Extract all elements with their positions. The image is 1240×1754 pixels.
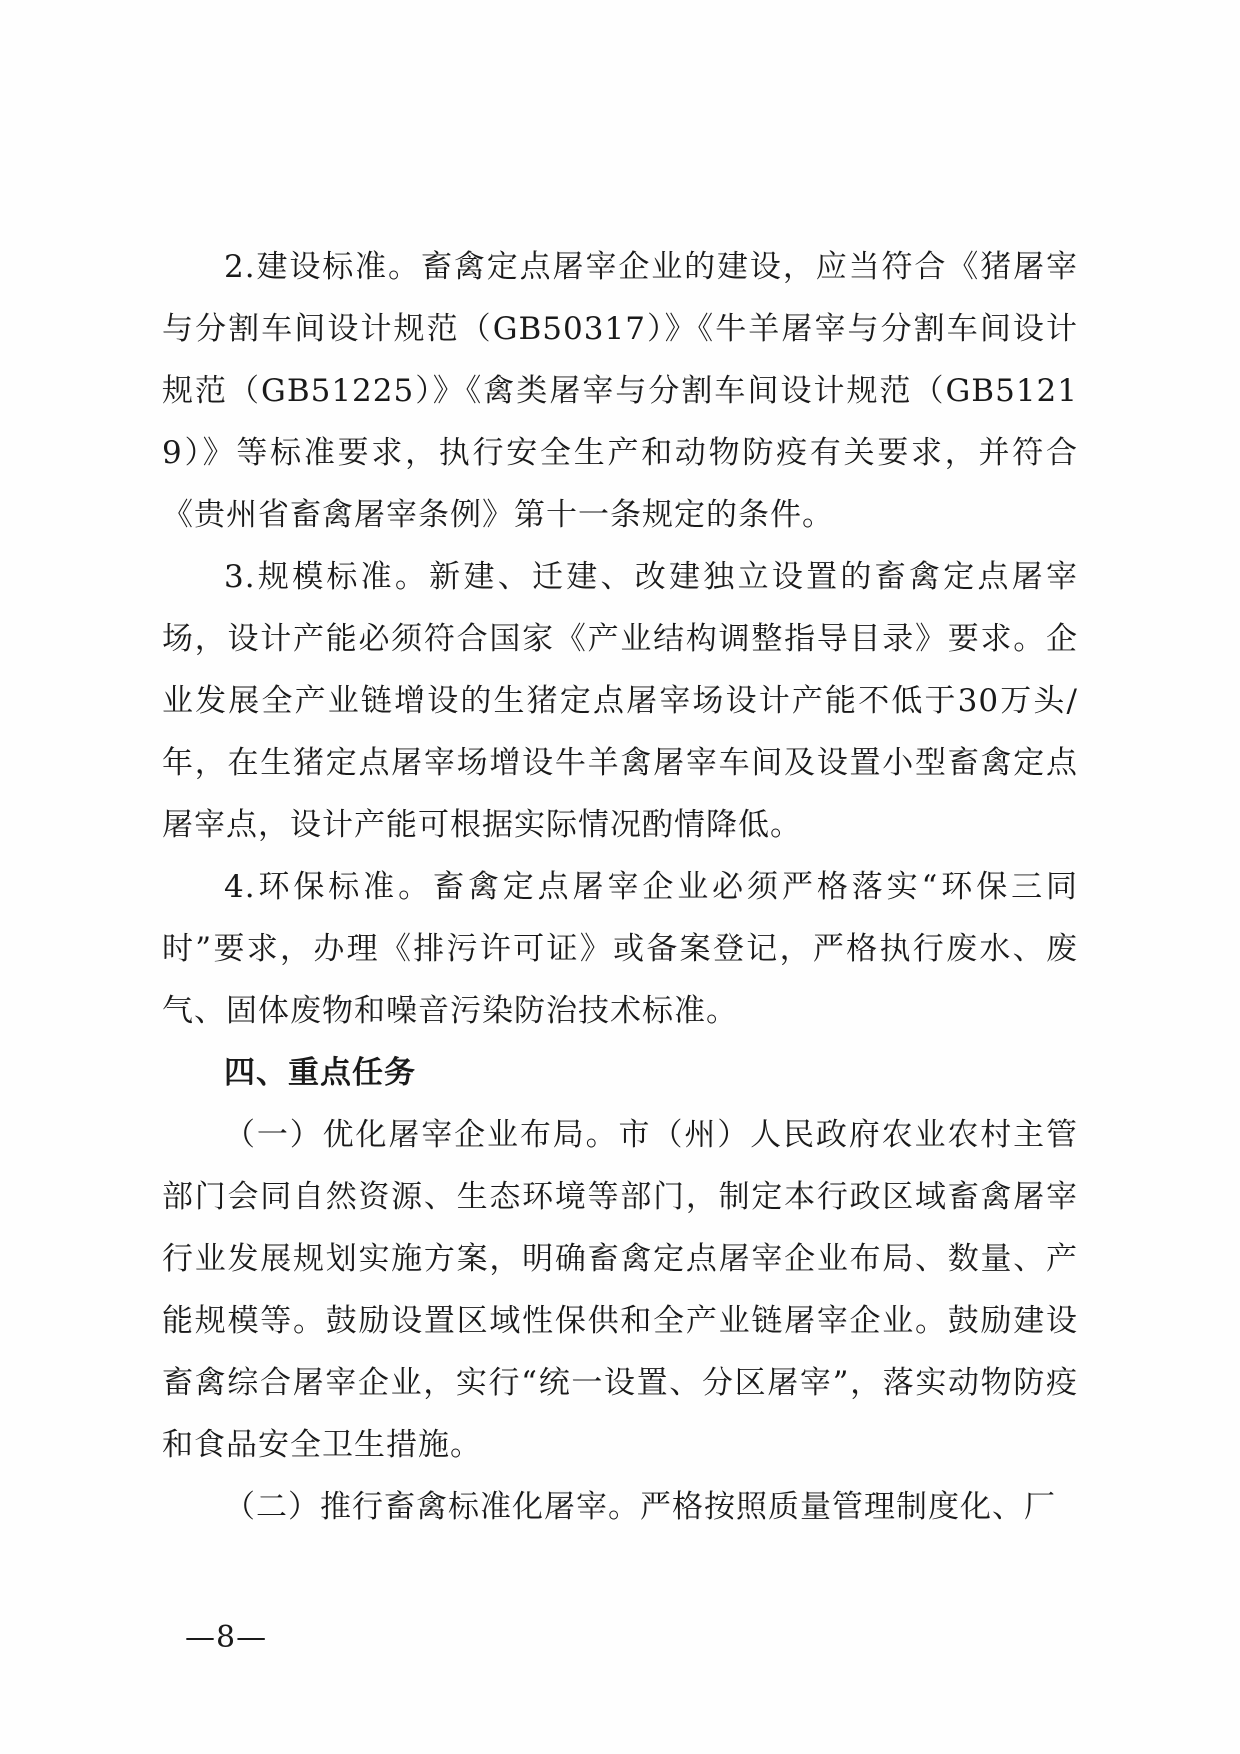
paragraph-environmental-standard: 4.环保标准。畜禽定点屠宰企业必须严格落实“环保三同时”要求，办理《排污许可证》或备案登记，严格执行废水、废气、固体废物和噪音污染防治技术标准。 — [162, 869, 1078, 1029]
page-number: —8— — [185, 1620, 268, 1655]
section-heading-key-tasks: 四、重点任务 — [224, 1055, 416, 1091]
paragraph-standardized-slaughter: （二）推行畜禽标准化屠宰。严格按照质量管理制度化、厂 — [224, 1489, 1056, 1525]
paragraph-construction-standard: 2.建设标准。畜禽定点屠宰企业的建设，应当符合《猪屠宰与分割车间设计规范（GB50317）》《牛羊屠宰与分割车间设计规范（GB51225）》《禽类屠宰与分割车间设计规范（GB51219）》等标准要求，执行安全生产和动物防疫有关要求，并符合《贵州省畜禽屠宰条例》第十一条规定的条件。 — [162, 249, 1078, 533]
document-body — [162, 236, 1078, 1538]
paragraph-optimize-layout: （一）优化屠宰企业布局。市（州）人民政府农业农村主管部门会同自然资源、生态环境等部门，制定本行政区域畜禽屠宰行业发展规划实施方案，明确畜禽定点屠宰企业布局、数量、产能规模等。鼓励设置区域性保供和全产业链屠宰企业。鼓励建设畜禽综合屠宰企业，实行“统一设置、分区屠宰”，落实动物防疫和食品安全卫生措施。 — [162, 1117, 1078, 1463]
paragraph-scale-standard: 3.规模标准。新建、迁建、改建独立设置的畜禽定点屠宰场，设计产能必须符合国家《产业结构调整指导目录》要求。企业发展全产业链增设的生猪定点屠宰场设计产能不低于30万头/年，在生猪定点屠宰场增设牛羊禽屠宰车间及设置小型畜禽定点屠宰点，设计产能可根据实际情况酌情降低。 — [162, 559, 1078, 843]
